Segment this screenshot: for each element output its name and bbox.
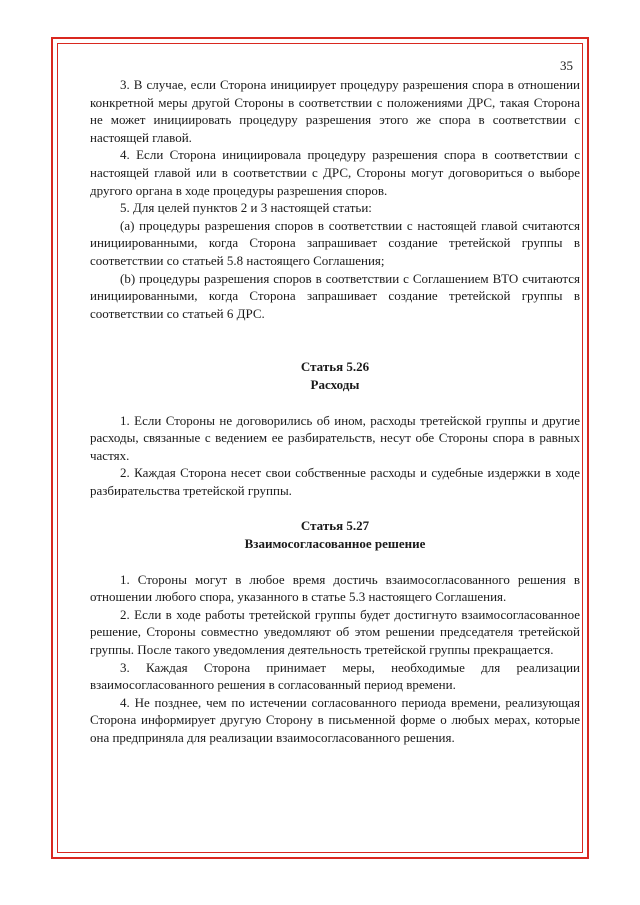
article-527-title: Взаимосогласованное решение [244, 536, 426, 552]
article-526-title: Расходы [310, 376, 360, 392]
article-527-number: Статья 5.27 [300, 518, 370, 534]
paragraph-4: 4. Если Сторона инициировала процедуру разрешения спора в соответствии с настоящей главой или в соответствии с ДРС, Стороны могут договориться о выборе другого органа в ходе процедуры разрешения споров. [90, 147, 580, 198]
list-item-b: (b) процедуры разрешения споров в соответствии с Соглашением ВТО считаются инициированными, когда Сторона запрашивает создание третейской группы в соответствии со статьей 6 ДРС. [90, 270, 580, 321]
paragraph-3: 3. В случае, если Сторона инициирует процедуру разрешения спора в отношении конкретной меры другой Стороны в соответствии с положениями ДРС, такая Сторона не может инициировать процедуру разрешения этого же спора в соответствии с настоящей главой. [90, 77, 580, 145]
article-527-paragraph-1: 1. Стороны могут в любое время достичь взаимосогласованного решения в отношении любого спора, указанного в статье 5.3 настоящего Соглашения. [90, 571, 580, 605]
article-526-paragraph-1: 1. Если Стороны не договорились об ином, расходы третейской группы и другие расходы, связанные с ведением ее разбирательств, несут обе Стороны спора в равных частях. [90, 412, 580, 463]
article-527-paragraph-2: 2. Если в ходе работы третейской группы будет достигнуто взаимосогласованное решение, Стороны совместно уведомляют об этом решении председателя третейской группы. После такого уведомления деятельность третейской группы прекращается. [90, 606, 580, 658]
article-527-paragraph-4: 4. Не позднее, чем по истечении согласованного периода времени, реализующая Сторона информирует другую Сторону в письменной форме о любых мерах, которые она предприняла для реализации взаимосогласованного решения. [90, 694, 580, 745]
paragraph-5: 5. Для целей пунктов 2 и 3 настоящей статьи: [120, 200, 372, 216]
article-526-paragraph-2: 2. Каждая Сторона несет свои собственные расходы и судебные издержки в ходе разбирательства третейской группы. [90, 465, 580, 498]
article-526-number: Статья 5.26 [300, 359, 370, 375]
document-body [90, 76, 580, 747]
article-527-paragraph-3: 3. Каждая Сторона принимает меры, необходимые для реализации взаимосогласованного решения в согласованный период времени. [90, 659, 580, 693]
list-item-a: (a) процедуры разрешения споров в соответствии с настоящей главой считаются инициированными, когда Сторона запрашивает создание третейской группы в соответствии со статьей 5.8 настоящего Соглашения; [90, 217, 580, 268]
page-number: 35 [560, 58, 573, 73]
